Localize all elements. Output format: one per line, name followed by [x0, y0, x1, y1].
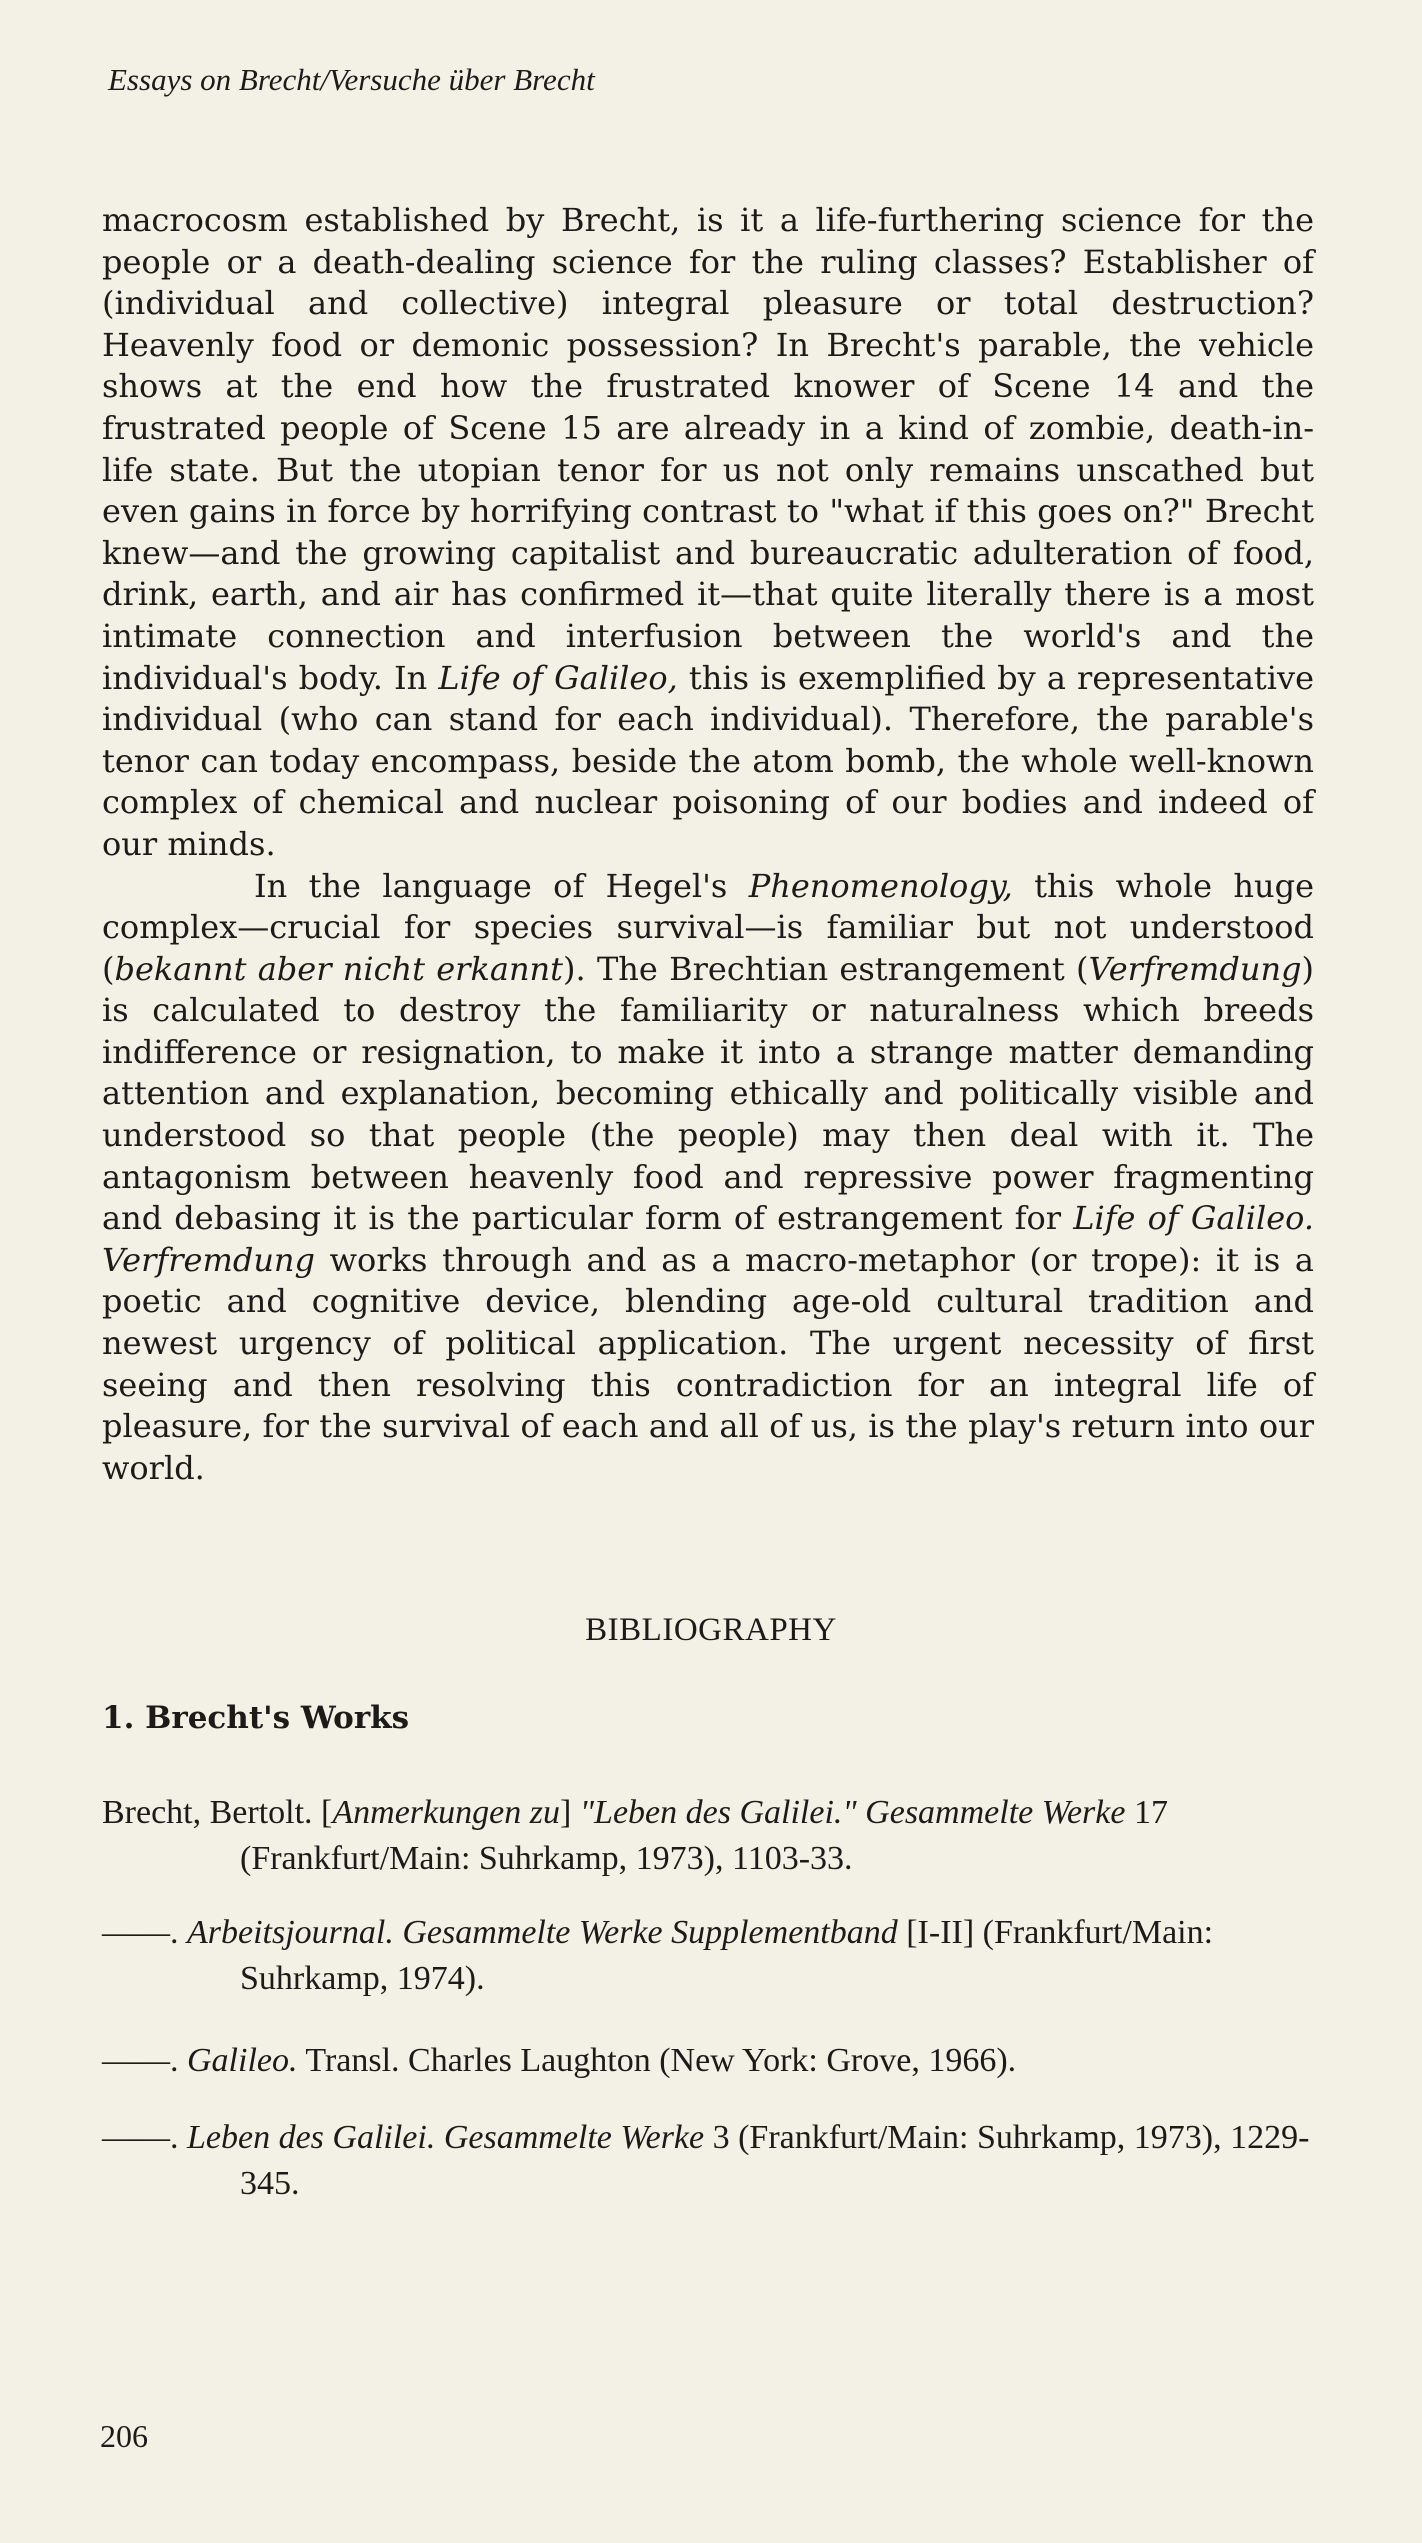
bibliography-entry: ——. Arbeitsjournal. Gesammelte Werke Supplementband [I-II] (Frankfurt/Main: Suhrkamp, 1974). — [102, 1914, 1214, 1997]
page-number: 206 — [100, 2418, 148, 2454]
bibliography-entry: ——. Leben des Galilei. Gesammelte Werke 3 (Frankfurt/Main: Suhrkamp, 1973), 1229-345. — [102, 2119, 1310, 2202]
bibliography-entry: Brecht, Bertolt. [Anmerkungen zu] "Leben des Galilei." Gesammelte Werke 17 (Frankfurt/Main: Suhrkamp, 1973), 1103-33. — [102, 1794, 1168, 1877]
bibliography-entry: ——. Galileo. Transl. Charles Laughton (New York: Grove, 1966). — [102, 2042, 1017, 2079]
running-head: Essays on Brecht/Versuche über Brecht — [108, 62, 595, 97]
paragraph: In the language of Hegel's Phenomenology, this whole huge complex—crucial for species survival—is familiar but not understood (bekannt aber nicht erkannt). The Brechtian estrangement (Verfremdung) is calculated to destroy the familiarity or naturalness which breeds indifference or resignation, to make it into a strange matter demanding attention and explanation, becoming ethically and politically visible and understood so that people (the people) may then deal with it. The antagonism between heavenly food and repressive power fragmenting and debasing it is the particular form of estrangement for Life of Galileo. Verfremdung works through and as a macro-metaphor (or trope): it is a poetic and cognitive device, blending age-old cultural tradition and newest urgency of political application. The urgent necessity of first seeing and then resolving this contradiction for an integral life of pleasure, for the survival of each and all of us, is the play's return into our world. — [102, 866, 1315, 1487]
body-text — [102, 200, 1314, 1489]
bibliography-heading: BIBLIOGRAPHY — [585, 1612, 837, 1648]
paragraph: macrocosm established by Brecht, is it a life-furthering science for the people or a death-dealing science for the ruling classes? Establisher of (individual and collective) integral pleasure or total destruction? Heavenly food or demonic possession? In Brecht's parable, the vehicle shows at the end how the frustrated knower of Scene 14 and the frustrated people of Scene 15 are already in a kind of zombie, death-in-life state. But the utopian tenor for us not only remains unscathed but even gains in force by horrifying contrast to "what if this goes on?" Brecht knew—and the growing capitalist and bureaucratic adulteration of food, drink, earth, and air has confirmed it—that quite literally there is a most intimate connection and interfusion between the world's and the individual's body. In Life of Galileo, this is exemplified by a representative individual (who can stand for each individual). Therefore, the parable's tenor can today encompass, beside the atom bomb, the whole well-known complex of chemical and nuclear poisoning of our bodies and indeed of our minds. — [102, 201, 1314, 863]
bibliography-section-heading: 1. Brecht's Works — [102, 1700, 410, 1736]
